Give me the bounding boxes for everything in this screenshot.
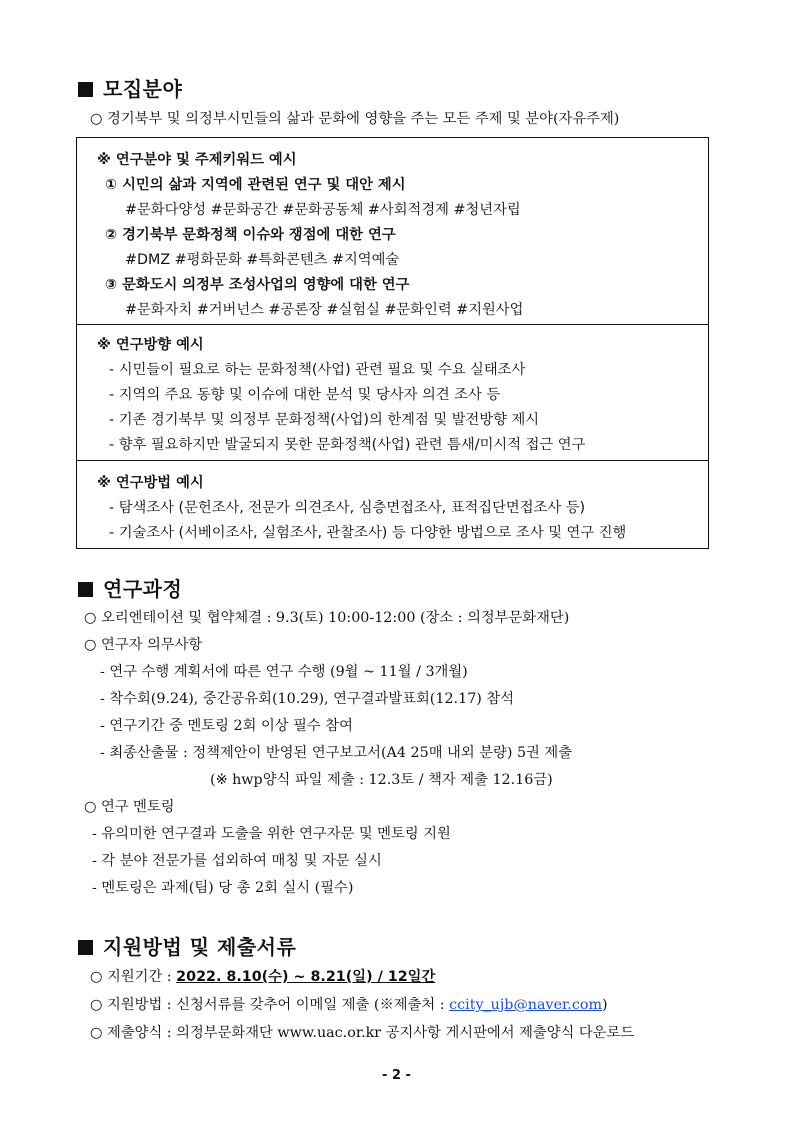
research-direction-item: - 기존 경기북부 및 의정부 문화정책(사업)의 한계점 및 발전방향 제시 bbox=[109, 412, 540, 428]
mentoring-item: - 멘토링은 과제(팀) 당 총 2회 실시 (필수) bbox=[92, 880, 354, 896]
research-direction-item: - 향후 필요하지만 발굴되지 못한 문화정책(사업) 관련 틈새/미시적 접근 연구 bbox=[109, 437, 586, 453]
duty-item: - 착수회(9.24), 중간공유회(10.29), 연구결과발표회(12.17) 참석 bbox=[100, 691, 515, 707]
square-bullet-icon bbox=[78, 582, 93, 597]
duty-item: - 연구 수행 계획서에 따른 연구 수행 (9월 ~ 11월 / 3개월) bbox=[100, 664, 468, 680]
research-field-item: ① 시민의 삶과 지역에 관련된 연구 및 대안 제시 bbox=[105, 177, 406, 193]
application-period: ○ 지원기간 : 2022. 8.10(수) ~ 8.21(일) / 12일간 bbox=[90, 969, 436, 985]
section-heading-process: 연구과정 bbox=[78, 573, 182, 602]
research-method-item: - 탐색조사 (문헌조사, 전문가 의견조사, 심층면접조사, 표적집단면접조사 등) bbox=[109, 500, 586, 516]
section-heading-recruit: 모집분야 bbox=[78, 73, 182, 102]
application-period-value: 2022. 8.10(수) ~ 8.21(일) / 12일간 bbox=[176, 969, 436, 985]
duty-note: (※ hwp양식 파일 제출 : 12.3토 / 책자 제출 12.16금) bbox=[210, 772, 553, 788]
square-bullet-icon bbox=[78, 82, 93, 97]
research-method-item: - 기술조사 (서베이조사, 실험조사, 관찰조사) 등 다양한 방법으로 조사 및 연구 진행 bbox=[109, 525, 627, 541]
submission-email-link[interactable]: ccity_ujb@naver.com bbox=[449, 997, 603, 1013]
duty-item: - 최종산출물 : 정책제안이 반영된 연구보고서(A4 25매 내외 분량) 5권 제출 bbox=[100, 745, 573, 761]
research-examples-box bbox=[76, 137, 709, 549]
mentoring-item: - 유의미한 연구결과 도출을 위한 연구자문 및 멘토링 지원 bbox=[92, 826, 451, 842]
research-direction-title: ※ 연구방향 예시 bbox=[97, 337, 204, 353]
research-field-title: ※ 연구분야 및 주제키워드 예시 bbox=[97, 152, 297, 168]
mentoring-title: ○ 연구 멘토링 bbox=[84, 799, 175, 815]
duty-item: - 연구기간 중 멘토링 2회 이상 필수 참여 bbox=[100, 718, 353, 734]
research-field-item: ③ 문화도시 의정부 조성사업의 영향에 대한 연구 bbox=[105, 277, 410, 293]
square-bullet-icon bbox=[78, 940, 93, 955]
keyword-tags: #DMZ #평화문화 #특화콘텐츠 #지역예술 bbox=[125, 252, 400, 268]
research-field-section bbox=[77, 138, 708, 325]
recruit-intro: ○ 경기북부 및 의정부시민들의 삶과 문화에 영향을 주는 모든 주제 및 분야(자유주제) bbox=[90, 111, 620, 127]
research-method-title: ※ 연구방법 예시 bbox=[97, 475, 204, 491]
mentoring-item: - 각 분야 전문가를 섭외하여 매칭 및 자문 실시 bbox=[92, 853, 382, 869]
keyword-tags: #문화자치 #거버넌스 #공론장 #실험실 #문화인력 #지원사업 bbox=[125, 302, 524, 318]
keyword-tags: #문화다양성 #문화공간 #문화공동체 #사회적경제 #청년자립 bbox=[125, 202, 521, 218]
duties-title: ○ 연구자 의무사항 bbox=[84, 637, 203, 653]
section-heading-application: 지원방법 및 제출서류 bbox=[78, 931, 296, 960]
research-method-section bbox=[77, 461, 708, 550]
research-field-item: ② 경기북부 문화정책 이슈와 쟁점에 대한 연구 bbox=[105, 227, 396, 243]
application-method: ○ 지원방법 : 신청서류를 갖추어 이메일 제출 (※제출처 : ccity_ujb@naver.com) bbox=[90, 997, 608, 1013]
research-direction-item: - 지역의 주요 동향 및 이슈에 대한 분석 및 당사자 의견 조사 등 bbox=[109, 387, 501, 403]
research-direction-item: - 시민들이 필요로 하는 문화정책(사업) 관련 필요 및 수요 실태조사 bbox=[109, 362, 526, 378]
orientation-line: ○ 오리엔테이션 및 협약체결 : 9.3(토) 10:00-12:00 (장소 : 의정부문화재단) bbox=[84, 610, 570, 626]
application-form: ○ 제출양식 : 의정부문화재단 www.uac.or.kr 공지사항 게시판에서 제출양식 다운로드 bbox=[90, 1025, 635, 1041]
research-direction-section bbox=[77, 325, 708, 461]
page-number: - 2 - bbox=[382, 1068, 411, 1083]
